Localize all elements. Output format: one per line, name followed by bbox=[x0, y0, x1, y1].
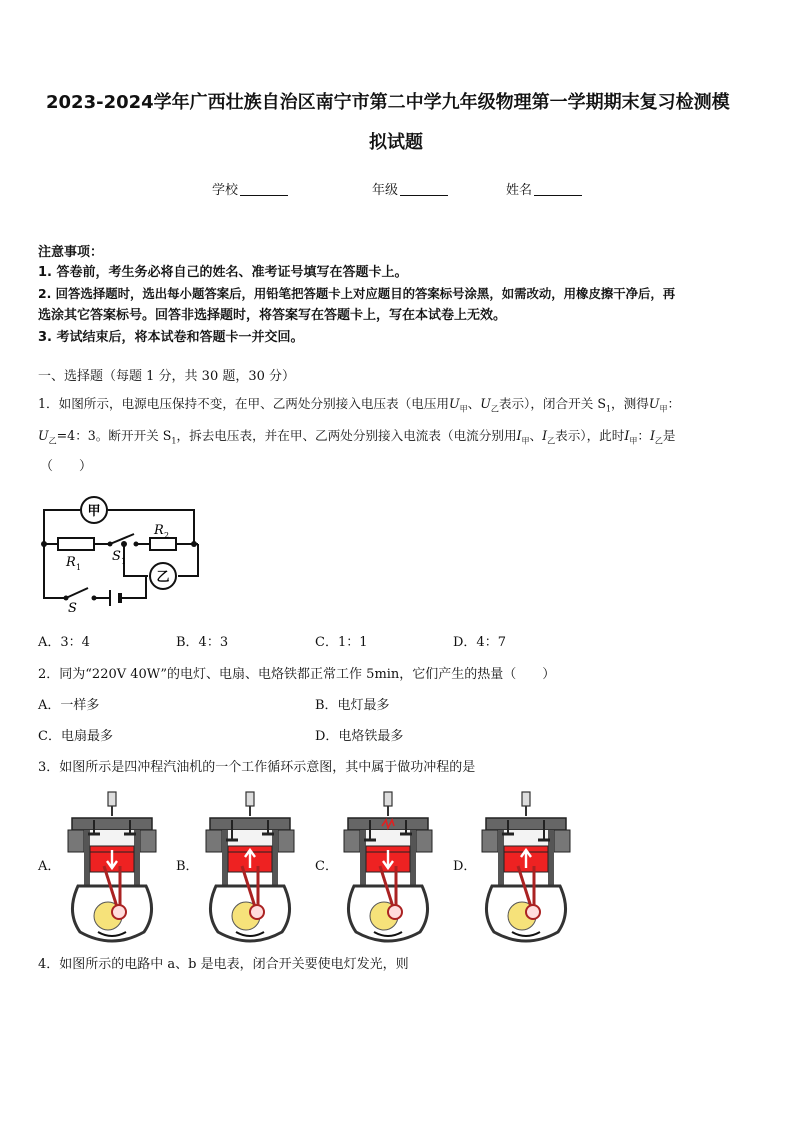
q1-sep: 、 bbox=[529, 428, 543, 443]
crank-pin bbox=[526, 905, 540, 919]
q1-sep: 、 bbox=[467, 396, 481, 411]
q1-colon: ： bbox=[667, 396, 681, 411]
q1-colon: ： bbox=[637, 428, 650, 443]
page-title-continued: 拟试题 bbox=[369, 132, 423, 153]
r2-label: R bbox=[154, 523, 164, 538]
q1-text: 是 bbox=[662, 428, 676, 443]
s1-label: S bbox=[112, 549, 121, 564]
cylinder-wall-left bbox=[84, 830, 90, 886]
combustion-chamber bbox=[228, 830, 272, 846]
q1-text: ，测得 bbox=[611, 396, 649, 411]
page-title: 2023-2024学年广西壮族自治区南宁市第二中学九年级物理第一学期期末复习检测模 bbox=[46, 92, 730, 113]
intake-port bbox=[482, 830, 498, 852]
cylinder-wall-right bbox=[272, 830, 278, 886]
notice-item: 选涂其它答案标号。回答非选择题时，将答案写在答题卡上，写在本试卷上无效。 bbox=[38, 308, 507, 323]
cylinder-wall-left bbox=[360, 830, 366, 886]
engine-figure-d bbox=[478, 790, 574, 946]
var-i: I bbox=[649, 428, 655, 443]
var-i: I bbox=[516, 428, 522, 443]
sub-yi: 乙 bbox=[48, 436, 57, 446]
combustion-chamber bbox=[90, 830, 134, 846]
q3-option-d[interactable]: D． bbox=[453, 859, 477, 874]
question-3-stem: 3．如图所示是四冲程汽油机的一个工作循环示意图，其中属于做功冲程的是 bbox=[38, 760, 476, 775]
sub-1: 1 bbox=[171, 436, 177, 446]
q1-option-b[interactable]: B．4：3 bbox=[176, 635, 229, 650]
var-u: U bbox=[648, 396, 660, 411]
grade-label: 年级 bbox=[372, 183, 399, 198]
engine-figure-b bbox=[202, 790, 298, 946]
q1-text: =4：3。断开开关 S bbox=[56, 428, 172, 443]
notice-item: 3. 考试结束后，将本试卷和答题卡一并交回。 bbox=[38, 330, 304, 345]
engine-figure-a bbox=[64, 790, 160, 946]
var-u: U bbox=[449, 396, 460, 411]
intake-port bbox=[344, 830, 360, 852]
grade-blank[interactable] bbox=[400, 183, 448, 196]
var-i: I bbox=[542, 428, 548, 443]
q3-option-c[interactable]: C． bbox=[315, 859, 338, 874]
grade-field bbox=[372, 183, 448, 197]
crank-pin bbox=[112, 905, 126, 919]
q1-option-c[interactable]: C．1：1 bbox=[315, 635, 368, 650]
cylinder-wall-left bbox=[222, 830, 228, 886]
section-heading: 一、选择题（每题 1 分，共 30 题，30 分） bbox=[38, 369, 296, 384]
spark-plug-icon bbox=[108, 792, 116, 806]
meter-jia-label: 甲 bbox=[87, 504, 101, 519]
var-u: U bbox=[480, 396, 491, 411]
exhaust-port bbox=[416, 830, 432, 852]
q1-text: 表示），此时 bbox=[555, 428, 625, 443]
question-4-stem: 4．如图所示的电路中 a、b 是电表，闭合开关要使电灯发光，则 bbox=[38, 957, 409, 972]
combustion-chamber bbox=[366, 830, 410, 846]
spark-plug-icon bbox=[522, 792, 530, 806]
notice-item: 2. 回答选择题时，选出每小题答案后，用铅笔把答题卡上对应题目的答案标号涂黑，如需改动，用橡皮擦干净后，再 bbox=[38, 286, 676, 301]
q1-text: 1．如图所示，电源电压保持不变，在甲、乙两处分别接入电压表（电压用 bbox=[38, 396, 450, 411]
circuit-diagram-q1 bbox=[36, 492, 206, 616]
intake-port bbox=[206, 830, 222, 852]
sub-jia: 甲 bbox=[521, 436, 530, 446]
crank-pin bbox=[388, 905, 402, 919]
cylinder-head bbox=[72, 818, 152, 830]
sub-yi: 乙 bbox=[547, 436, 556, 446]
cylinder-wall-left bbox=[498, 830, 504, 886]
question-1-line-2 bbox=[38, 430, 676, 446]
school-label: 学校 bbox=[212, 183, 239, 198]
name-blank[interactable] bbox=[534, 183, 582, 196]
notice-item: 1. 答卷前，考生务必将自己的姓名、准考证号填写在答题卡上。 bbox=[38, 265, 408, 280]
cylinder-head bbox=[486, 818, 566, 830]
var-u: U bbox=[38, 428, 49, 443]
q1-option-d[interactable]: D．4：7 bbox=[453, 635, 506, 650]
q1-answer-paren: （ ） bbox=[40, 459, 93, 474]
q2-option-c[interactable]: C．电扇最多 bbox=[38, 729, 113, 744]
spark-plug-icon bbox=[246, 792, 254, 806]
school-field bbox=[212, 183, 288, 197]
sub-yi: 乙 bbox=[654, 436, 663, 446]
q2-option-b[interactable]: B．电灯最多 bbox=[315, 698, 390, 713]
var-i: I bbox=[624, 428, 630, 443]
name-label: 姓名 bbox=[506, 183, 533, 198]
q1-option-a[interactable]: A．3：4 bbox=[38, 635, 90, 650]
cylinder-wall-right bbox=[410, 830, 416, 886]
sub-jia: 甲 bbox=[459, 404, 468, 414]
intake-port bbox=[68, 830, 84, 852]
q1-text: 表示），闭合开关 S bbox=[498, 396, 606, 411]
crank-pin bbox=[250, 905, 264, 919]
q2-option-d[interactable]: D．电烙铁最多 bbox=[315, 729, 404, 744]
sub-jia: 甲 bbox=[659, 404, 668, 414]
s1-sub: 1 bbox=[121, 557, 127, 566]
engine-figure-c bbox=[340, 790, 436, 946]
question-2-stem: 2．同为“220V 40W”的电灯、电扇、电烙铁都正常工作 5min，它们产生的热量（ ） bbox=[38, 667, 556, 682]
q3-option-b[interactable]: B． bbox=[176, 859, 199, 874]
exhaust-port bbox=[140, 830, 156, 852]
r1-label: R bbox=[66, 555, 76, 570]
meter-yi-label: 乙 bbox=[156, 570, 170, 585]
q1-text: ，拆去电压表，并在甲、乙两处分别接入电流表（电流分别用 bbox=[176, 428, 517, 443]
combustion-chamber bbox=[504, 830, 548, 846]
cylinder-wall-right bbox=[134, 830, 140, 886]
r1-sub: 1 bbox=[76, 563, 82, 572]
exhaust-port bbox=[554, 830, 570, 852]
sub-1: 1 bbox=[605, 404, 612, 414]
q3-option-a[interactable]: A． bbox=[38, 859, 61, 874]
school-blank[interactable] bbox=[240, 183, 288, 196]
spark-plug-icon bbox=[384, 792, 392, 806]
s-label: S bbox=[68, 601, 77, 616]
cylinder-head bbox=[210, 818, 290, 830]
sub-yi: 乙 bbox=[490, 404, 499, 414]
cylinder-wall-right bbox=[548, 830, 554, 886]
sub-jia: 甲 bbox=[629, 436, 638, 446]
r2-sub: 2 bbox=[164, 531, 170, 540]
question-1-line-1 bbox=[38, 398, 680, 414]
notice-heading: 注意事项： bbox=[38, 245, 104, 260]
name-field bbox=[506, 183, 582, 197]
exhaust-port bbox=[278, 830, 294, 852]
q2-option-a[interactable]: A．一样多 bbox=[38, 698, 100, 713]
